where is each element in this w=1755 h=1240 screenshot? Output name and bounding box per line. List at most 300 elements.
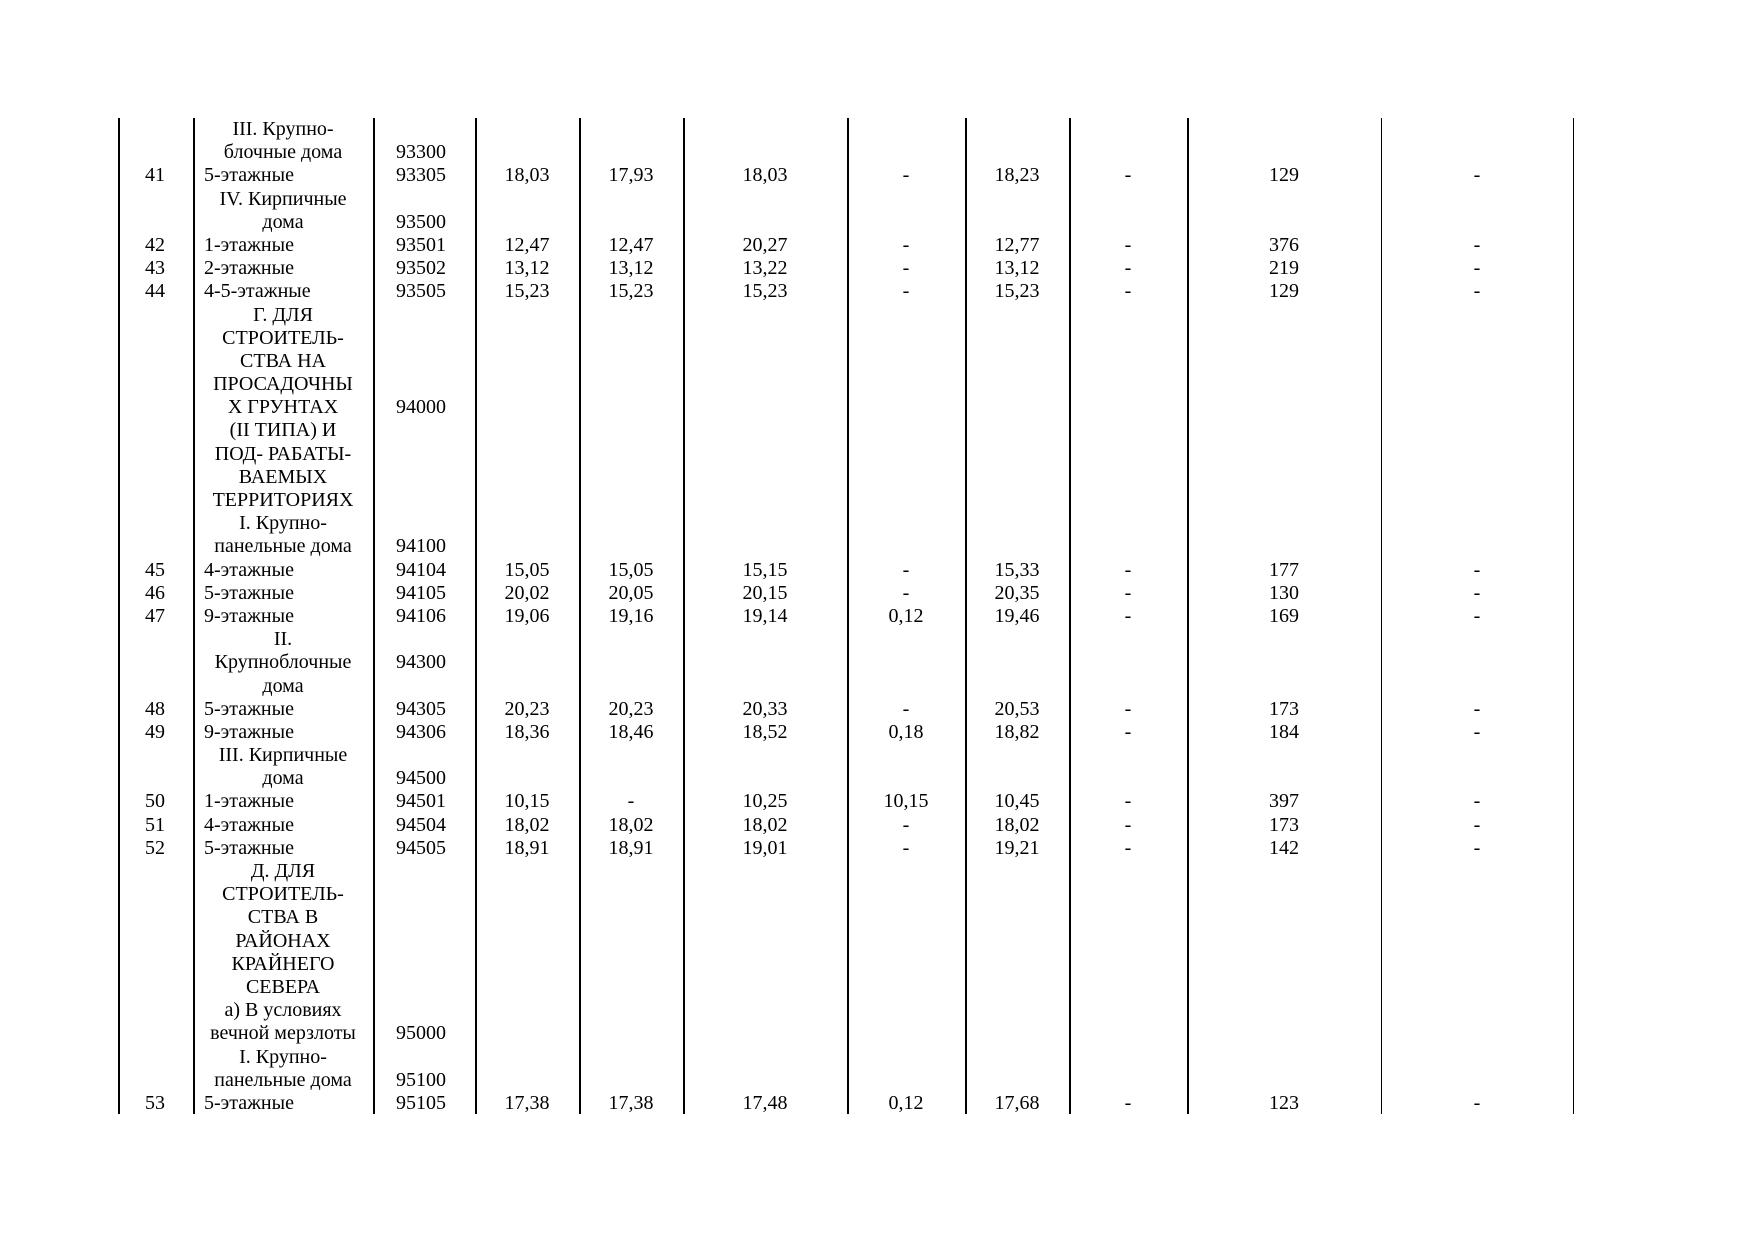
value-cell-1 [476,744,578,767]
row-name-cell: I. Крупно- [239,512,327,535]
value-cell-2 [580,443,682,466]
row-number-cell [118,953,192,976]
row-name-cell: СТВА НА [240,349,326,372]
value-cell-4 [848,489,964,512]
row-name-cell: блочные дома [223,141,343,164]
value-cell-2 [580,1046,682,1069]
value-cell-4 [848,419,964,442]
value-cell-5 [966,443,1068,466]
row-name-cell: дома [262,210,304,233]
value-cell-8 [1382,373,1572,396]
value-cell-4 [848,883,964,906]
value-cell-7: 123 [1269,1091,1299,1114]
row-code-cell [374,675,474,698]
data-table [0,118,1755,1115]
value-cell-8: - [1473,257,1481,280]
row-name-cell: 5-этажные [204,164,294,187]
value-cell-5 [966,767,1068,790]
value-cell-7 [1188,651,1380,674]
value-cell-3 [684,976,846,999]
value-cell-5: 19,46 [994,604,1040,627]
value-cell-1: 20,23 [504,697,550,720]
value-cell-3 [684,860,846,883]
value-cell-8 [1382,466,1572,489]
row-name-cell: СТВА В [247,906,319,929]
value-cell-1 [476,141,578,164]
value-cell-8 [1382,327,1572,350]
value-cell-5 [966,419,1068,442]
value-cell-7 [1188,535,1380,558]
value-cell-7: 169 [1269,604,1299,627]
row-name-cell: панельные дома [214,1068,352,1091]
row-number-cell [118,628,192,651]
value-cell-1 [476,767,578,790]
row-number-cell: 47 [145,604,165,627]
value-cell-5: 20,53 [994,697,1040,720]
row-code-cell [374,419,474,442]
value-cell-8 [1382,443,1572,466]
value-cell-2: 15,05 [608,558,654,581]
table-row [0,1022,1755,1045]
value-cell-6 [1070,767,1186,790]
value-cell-1 [476,466,578,489]
row-code-cell: 94300 [396,651,446,674]
table-row [0,906,1755,929]
value-cell-1: 17,38 [504,1091,550,1114]
row-code-cell: 94106 [396,604,446,627]
value-cell-2 [580,396,682,419]
table-row [0,1069,1755,1092]
row-name-cell: 4-этажные [204,813,294,836]
row-name-cell: РАЙОНАХ [235,929,331,952]
value-cell-1: 13,12 [504,257,550,280]
value-cell-7 [1188,512,1380,535]
table-row [0,535,1755,558]
row-code-cell [374,327,474,350]
value-cell-1 [476,953,578,976]
value-cell-8: - [1473,720,1481,743]
row-code-cell [374,350,474,373]
row-code-cell: 93300 [396,141,446,164]
value-cell-3 [684,118,846,141]
value-cell-2: 12,47 [608,233,654,256]
value-cell-3 [684,883,846,906]
value-cell-2 [580,535,682,558]
row-number-cell: 52 [145,836,165,859]
row-number-cell: 48 [145,697,165,720]
row-name-cell: 1-этажные [204,233,294,256]
row-number-cell [118,211,192,234]
value-cell-6 [1070,651,1186,674]
value-cell-7 [1188,930,1380,953]
value-cell-2: 18,02 [608,813,654,836]
value-cell-6 [1070,304,1186,327]
value-cell-6: - [1124,697,1132,720]
row-code-cell [374,443,474,466]
value-cell-8 [1382,675,1572,698]
value-cell-8 [1382,535,1572,558]
row-number-cell: 46 [145,581,165,604]
value-cell-7 [1188,628,1380,651]
row-number-cell [118,419,192,442]
value-cell-4: 0,12 [888,604,924,627]
row-number-cell [118,1069,192,1092]
row-name-cell: 5-этажные [204,581,294,604]
value-cell-3 [684,953,846,976]
row-number-cell [118,466,192,489]
row-number-cell: 53 [145,1091,165,1114]
row-code-cell: 94306 [396,720,446,743]
row-number-cell [118,141,192,164]
value-cell-3 [684,512,846,535]
row-number-cell: 42 [145,233,165,256]
value-cell-3 [684,327,846,350]
value-cell-8: - [1473,558,1481,581]
value-cell-8 [1382,141,1572,164]
table-row [0,1046,1755,1069]
value-cell-2 [580,860,682,883]
table-row [0,999,1755,1022]
value-cell-6 [1070,443,1186,466]
value-cell-1 [476,188,578,211]
value-cell-3 [684,744,846,767]
value-cell-7 [1188,860,1380,883]
value-cell-7 [1188,999,1380,1022]
value-cell-2 [580,1022,682,1045]
value-cell-8 [1382,512,1572,535]
value-cell-6: - [1124,813,1132,836]
value-cell-1 [476,651,578,674]
table-row [0,188,1755,211]
row-number-cell [118,651,192,674]
value-cell-7 [1188,304,1380,327]
value-cell-7: 177 [1269,558,1299,581]
value-cell-5 [966,860,1068,883]
value-cell-6: - [1124,581,1132,604]
value-cell-3 [684,466,846,489]
value-cell-6 [1070,628,1186,651]
value-cell-6 [1070,373,1186,396]
value-cell-5: 20,35 [994,581,1040,604]
value-cell-7 [1188,396,1380,419]
value-cell-8 [1382,999,1572,1022]
row-number-cell [118,767,192,790]
value-cell-4 [848,1046,964,1069]
table-row [0,466,1755,489]
row-name-cell: дома [262,674,304,697]
value-cell-3: 20,33 [742,697,788,720]
row-name-cell: III. Кирпичные [218,744,348,767]
table-row [0,280,1755,303]
value-cell-5: 15,33 [994,558,1040,581]
table-row [0,582,1755,605]
row-number-cell [118,443,192,466]
value-cell-3: 19,14 [742,604,788,627]
table-row [0,698,1755,721]
value-cell-5 [966,744,1068,767]
value-cell-1 [476,327,578,350]
row-name-cell: 9-этажные [204,604,294,627]
value-cell-3 [684,651,846,674]
value-cell-1: 18,02 [504,813,550,836]
table-row [0,953,1755,976]
value-cell-5: 10,45 [994,790,1040,813]
value-cell-7 [1188,350,1380,373]
value-cell-8 [1382,1022,1572,1045]
value-cell-7 [1188,675,1380,698]
value-cell-4: 10,15 [883,790,929,813]
value-cell-8 [1382,1046,1572,1069]
row-number-cell [118,860,192,883]
value-cell-6 [1070,118,1186,141]
value-cell-4 [848,512,964,535]
value-cell-5: 13,12 [994,257,1040,280]
value-cell-4 [848,141,964,164]
value-cell-1 [476,976,578,999]
value-cell-2: 15,23 [608,280,654,303]
value-cell-7 [1188,419,1380,442]
value-cell-3 [684,350,846,373]
row-code-cell [374,744,474,767]
value-cell-1 [476,883,578,906]
value-cell-4 [848,373,964,396]
value-cell-4 [848,1022,964,1045]
value-cell-7: 184 [1269,720,1299,743]
value-cell-4 [848,1069,964,1092]
value-cell-3: 15,23 [742,280,788,303]
table-row [0,883,1755,906]
value-cell-1 [476,860,578,883]
value-cell-4 [848,953,964,976]
value-cell-2: 17,38 [608,1091,654,1114]
value-cell-4: 0,18 [888,720,924,743]
value-cell-8 [1382,860,1572,883]
value-cell-2 [580,930,682,953]
row-name-cell: Х ГРУНТАХ [227,396,339,419]
row-code-cell: 93501 [396,233,446,256]
value-cell-2 [580,744,682,767]
value-cell-4: - [902,233,910,256]
row-number-cell [118,1022,192,1045]
value-cell-5 [966,1046,1068,1069]
value-cell-4 [848,211,964,234]
value-cell-4 [848,535,964,558]
row-number-cell: 49 [145,720,165,743]
value-cell-6 [1070,211,1186,234]
row-number-cell [118,906,192,929]
row-number-cell: 43 [145,257,165,280]
row-code-cell: 95000 [396,1022,446,1045]
value-cell-3 [684,396,846,419]
row-code-cell [374,373,474,396]
value-cell-8 [1382,188,1572,211]
value-cell-5 [966,304,1068,327]
value-cell-4 [848,304,964,327]
value-cell-7: 376 [1269,233,1299,256]
value-cell-3: 20,15 [742,581,788,604]
value-cell-5 [966,930,1068,953]
value-cell-8 [1382,304,1572,327]
value-cell-5 [966,1069,1068,1092]
row-number-cell: 44 [145,280,165,303]
row-code-cell [374,930,474,953]
value-cell-3 [684,489,846,512]
value-cell-3 [684,373,846,396]
row-code-cell: 94500 [396,767,446,790]
row-name-cell: КРАЙНЕГО [231,952,335,975]
row-number-cell: 51 [145,813,165,836]
value-cell-2: 18,91 [608,836,654,859]
row-name-cell: II. [273,628,293,651]
value-cell-2 [580,304,682,327]
value-cell-7 [1188,489,1380,512]
value-cell-2 [580,373,682,396]
value-cell-8 [1382,118,1572,141]
value-cell-3: 15,15 [742,558,788,581]
value-cell-2 [580,489,682,512]
value-cell-3: 18,03 [742,164,788,187]
value-cell-8: - [1473,790,1481,813]
table-row [0,976,1755,999]
row-code-cell: 94105 [396,581,446,604]
value-cell-6 [1070,930,1186,953]
value-cell-7 [1188,1022,1380,1045]
value-cell-2 [580,976,682,999]
value-cell-3: 18,52 [742,720,788,743]
value-cell-4 [848,860,964,883]
value-cell-2 [580,512,682,535]
value-cell-2: 13,12 [608,257,654,280]
row-name-cell: СЕВЕРА [245,975,321,998]
value-cell-5 [966,953,1068,976]
value-cell-8: - [1473,604,1481,627]
value-cell-8 [1382,489,1572,512]
value-cell-1 [476,1046,578,1069]
value-cell-3: 10,25 [742,790,788,813]
row-number-cell [118,883,192,906]
value-cell-8 [1382,906,1572,929]
value-cell-2 [580,906,682,929]
table-row [0,512,1755,535]
value-cell-5: 18,23 [994,164,1040,187]
value-cell-1 [476,1069,578,1092]
value-cell-6: - [1124,233,1132,256]
value-cell-2 [580,953,682,976]
value-cell-3 [684,211,846,234]
value-cell-1 [476,373,578,396]
row-number-cell [118,999,192,1022]
row-name-cell: дома [262,767,304,790]
value-cell-6 [1070,1046,1186,1069]
value-cell-1: 15,05 [504,558,550,581]
value-cell-1 [476,628,578,651]
row-code-cell: 93502 [396,257,446,280]
table-row [0,257,1755,280]
row-code-cell: 95100 [396,1068,446,1091]
row-code-cell: 94501 [396,790,446,813]
value-cell-6: - [1124,558,1132,581]
value-cell-6 [1070,350,1186,373]
row-number-cell [118,118,192,141]
value-cell-6: - [1124,720,1132,743]
row-code-cell [374,628,474,651]
value-cell-1: 18,91 [504,836,550,859]
value-cell-5 [966,512,1068,535]
value-cell-8: - [1473,836,1481,859]
value-cell-2 [580,466,682,489]
row-number-cell [118,350,192,373]
table-row [0,164,1755,187]
value-cell-2 [580,327,682,350]
row-number-cell [118,744,192,767]
table-row [0,767,1755,790]
value-cell-4 [848,767,964,790]
row-code-cell: 94305 [396,697,446,720]
value-cell-2 [580,883,682,906]
value-cell-1 [476,489,578,512]
value-cell-3 [684,675,846,698]
row-name-cell: 5-этажные [204,836,294,859]
value-cell-3: 13,22 [742,257,788,280]
table-row [0,814,1755,837]
value-cell-2 [580,651,682,674]
row-name-cell: 9-этажные [204,720,294,743]
row-code-cell: 94505 [396,836,446,859]
value-cell-8: - [1473,697,1481,720]
value-cell-3 [684,1022,846,1045]
value-cell-8 [1382,744,1572,767]
value-cell-4 [848,930,964,953]
value-cell-6 [1070,976,1186,999]
value-cell-5 [966,489,1068,512]
value-cell-1 [476,211,578,234]
value-cell-1 [476,396,578,419]
value-cell-6 [1070,512,1186,535]
value-cell-2: 17,93 [608,164,654,187]
value-cell-4: - [902,280,910,303]
value-cell-5 [966,976,1068,999]
value-cell-5 [966,1022,1068,1045]
value-cell-8: - [1473,280,1481,303]
table-row [0,396,1755,419]
value-cell-6 [1070,906,1186,929]
table-row [0,559,1755,582]
value-cell-8 [1382,1069,1572,1092]
table-row [0,373,1755,396]
value-cell-1: 12,47 [504,233,550,256]
value-cell-7 [1188,466,1380,489]
value-cell-7 [1188,1069,1380,1092]
value-cell-2 [580,141,682,164]
row-number-cell [118,188,192,211]
row-code-cell [374,118,474,141]
value-cell-4: - [902,257,910,280]
row-code-cell [374,999,474,1022]
value-cell-1 [476,675,578,698]
value-cell-4 [848,118,964,141]
value-cell-8 [1382,883,1572,906]
value-cell-5 [966,118,1068,141]
value-cell-2 [580,118,682,141]
value-cell-3: 19,01 [742,836,788,859]
value-cell-7 [1188,883,1380,906]
table-row [0,721,1755,744]
row-code-cell [374,883,474,906]
value-cell-3 [684,767,846,790]
value-cell-1 [476,350,578,373]
row-code-cell [374,906,474,929]
value-cell-4 [848,188,964,211]
